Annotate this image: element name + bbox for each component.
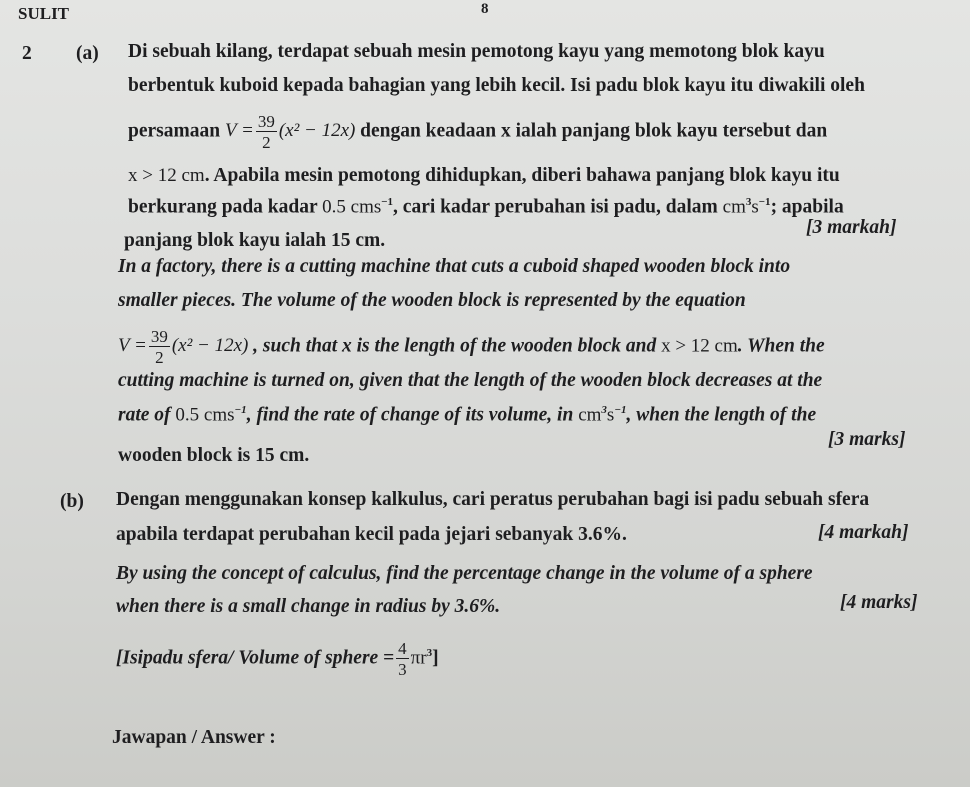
sphere-volume-formula: [Isipadu sfera/ Volume of sphere = $\frac{4}{3}$ $\pi r^3$] — [116, 639, 439, 679]
malay-b-line-1: Dengan menggunakan konsep kalkulus, cari peratus perubahan bagi isi padu sebuah sfera — [116, 489, 870, 510]
english-b-line-2: when there is a small change in radius by 3.6%. — [116, 596, 501, 617]
english-b-line-1: By using the concept of calculus, find the percentage change in the volume of a sphere — [116, 563, 813, 584]
volume-equation-en: V = $\frac{39}{2}$ (x² − 12x) — [118, 327, 249, 367]
english-a-marks: [3 marks] — [828, 429, 906, 450]
question-number: 2 — [22, 43, 32, 64]
header-sulit: SULIT — [18, 4, 70, 23]
part-b-label: (b) — [60, 491, 84, 512]
malay-b-line-2: apabila terdapat perubahan kecil pada jejari sebanyak 3.6%. — [116, 524, 627, 545]
malay-b-marks: [4 markah] — [818, 522, 909, 543]
volume-equation: V = $\frac{39}{2}$ (x² − 12x) — [224, 112, 356, 152]
english-a-line-1: In a factory, there is a cutting machine that cuts a cuboid shaped wooden block into — [118, 256, 791, 277]
malay-a-marks: [3 markah] — [806, 217, 897, 238]
malay-a-line-3: persamaan V = $\frac{39}{2}$ (x² − 12x) dengan keadaan x ialah panjang blok kayu tersebut dan — [128, 112, 828, 152]
english-b-marks: [4 marks] — [840, 592, 918, 613]
answer-label: Jawapan / Answer : — [112, 727, 276, 748]
malay-a-line-1: Di sebuah kilang, terdapat sebuah mesin pemotong kayu yang memotong blok kayu — [128, 41, 825, 62]
english-a-line-6: wooden block is 15 cm. — [118, 445, 310, 466]
english-a-line-4: cutting machine is turned on, given that the length of the wooden block decreases at the — [118, 370, 823, 391]
malay-a-line-4: x > 12 cm. Apabila mesin pemotong dihidupkan, diberi bahawa panjang blok kayu itu — [128, 165, 840, 186]
page-number: 8 — [481, 1, 489, 17]
malay-a-line-6: panjang blok kayu ialah 15 cm. — [124, 230, 386, 251]
english-a-line-3: V = $\frac{39}{2}$ (x² − 12x) , such that x is the length of the wooden block and x > 12 cm. When the — [118, 327, 825, 367]
malay-a-line-5: berkurang pada kadar 0.5 cms$^{-1}$, cari kadar perubahan isi padu, dalam $cm^3s^{-1}$; apabila — [128, 196, 844, 218]
english-a-line-5: rate of 0.5 cms$^{-1}$, find the rate of change of its volume, in $cm^3s^{-1}$, when the length of the — [118, 404, 817, 426]
part-a-label: (a) — [76, 43, 99, 64]
english-a-line-2: smaller pieces. The volume of the wooden block is represented by the equation — [118, 290, 746, 311]
malay-a-line-2: berbentuk kuboid kepada bahagian yang lebih kecil. Isi padu blok kayu itu diwakili oleh — [128, 75, 865, 96]
